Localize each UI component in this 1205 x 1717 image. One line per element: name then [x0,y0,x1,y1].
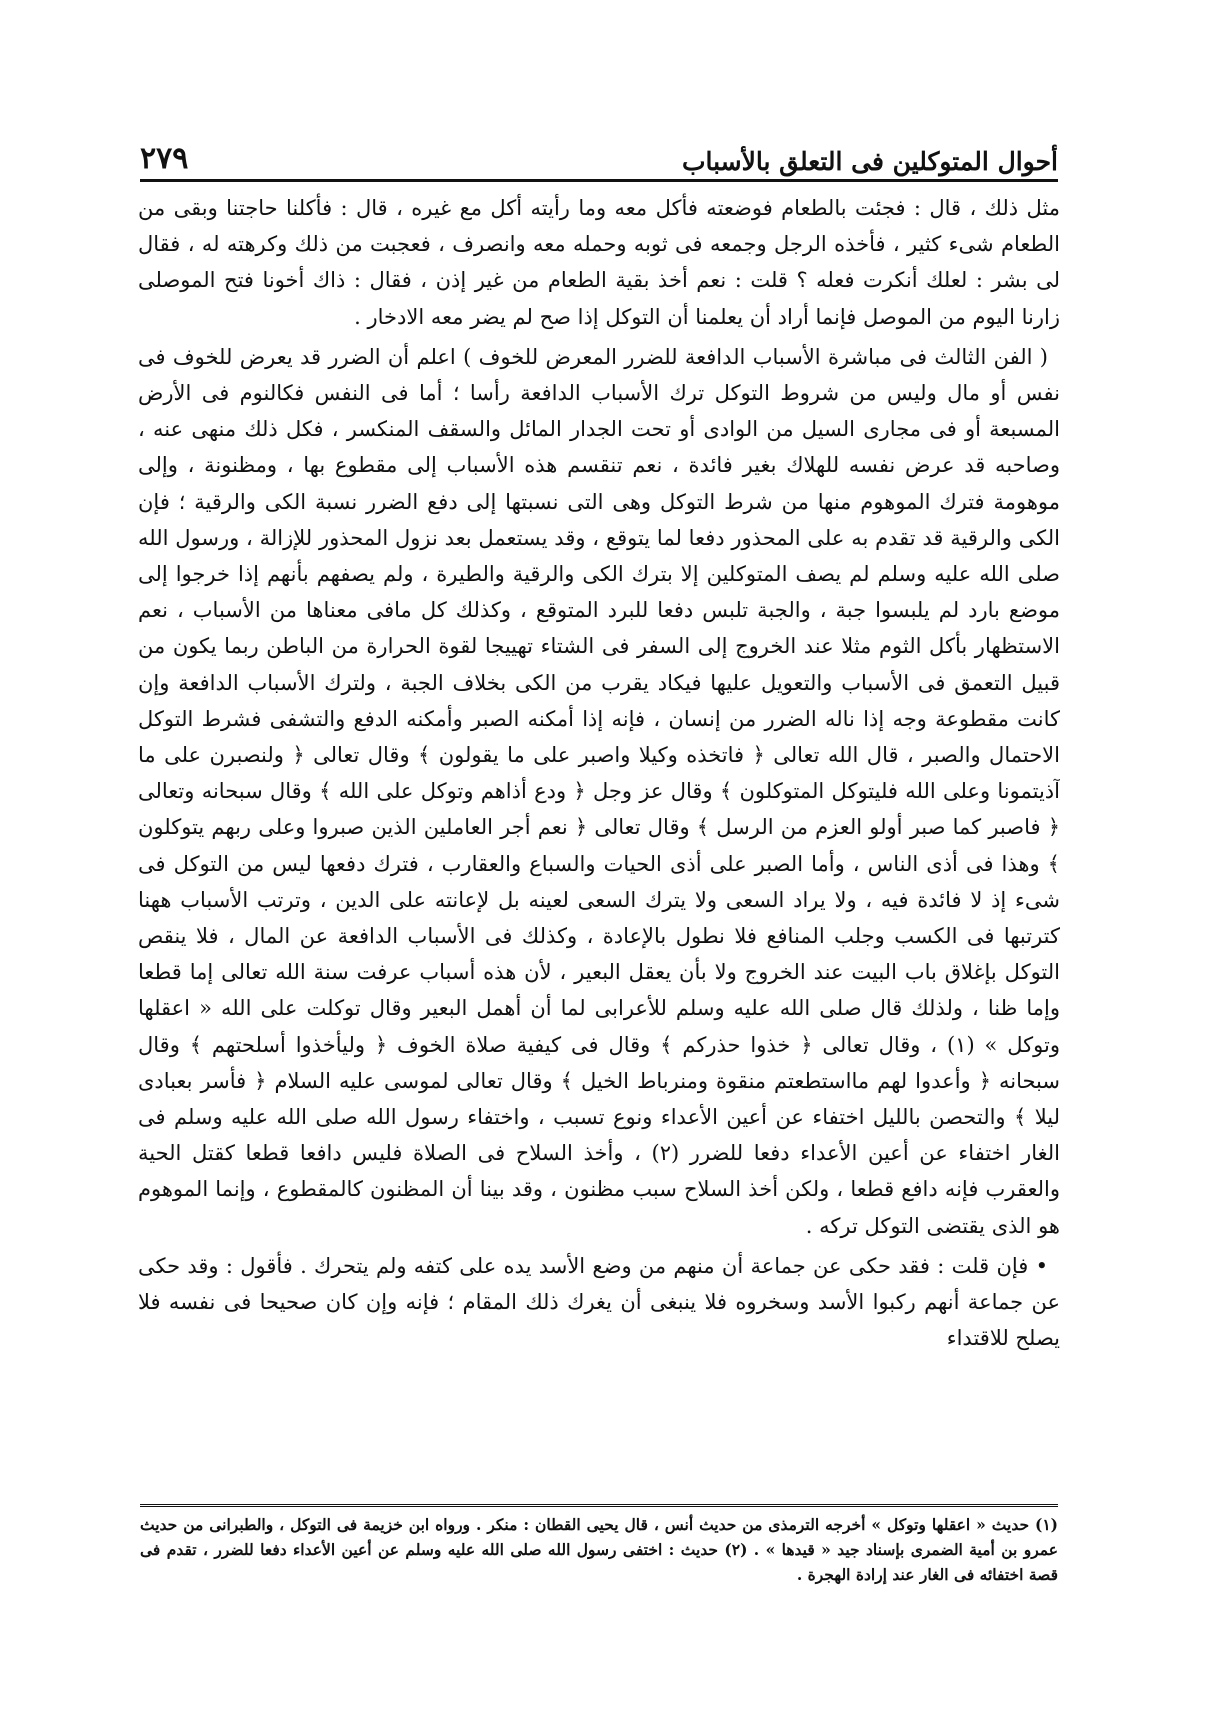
header-rule [140,179,1058,182]
footnote: (١) حديث « اعقلها وتوكل » أخرجه الترمذى من حديث أنس ، قال يحيى القطان : منكر . ورواه ابن خزيمة فى التوكل ، والطبرانى من حديث عمرو بن أمية الضمرى بإسناد جيد « قيدها » . (٢) حديث : اختفى رسول الله صلى الله عليه وسلم عن أعين الأعداء دفعا للضرر ، تقدم فى قصة اختفائه فى الغار عند إرادة الهجرة . [140,1515,1058,1584]
main-text [138,190,1060,1490]
running-title: أحوال المتوكلين فى التعلق بالأسباب [681,147,1058,176]
page-number: ٢٧٩ [140,141,189,176]
paragraph: • فإن قلت : فقد حكى عن جماعة أن منهم من وضع الأسد يده على كتفه ولم يتحرك . فأقول : وقد حكى عن جماعة أنهم ركبوا الأسد وسخروه فلا ينبغى أن يغرك ذلك المقام ؛ فإنه وإن كان صحيحا فى نفسه فلا يصلح للاقتداء [138,1253,1060,1351]
paragraph: ( الفن الثالث فى مباشرة الأسباب الدافعة للضرر المعرض للخوف ) اعلم أن الضرر قد يعرض للخوف فى نفس أو مال وليس من شروط التوكل ترك الأسباب الدافعة رأسا ؛ أما فى النفس فكالنوم فى الأرض المسبعة أو فى مجارى السيل من الوادى أو تحت الجدار المائل والسقف المنكسر ، فكل ذلك منهى عنه ، وصاحبه قد عرض نفسه للهلاك بغير فائدة ، نعم تنقسم هذه الأسباب إلى مقطوع بها ، ومظنونة ، وإلى موهومة فترك الموهوم منها من شرط التوكل وهى التى نسبتها إلى دفع الضرر نسبة الكى والرقية ؛ فإن الكى والرقية قد تقدم به على المحذور دفعا لما يتوقع ، وقد يستعمل بعد نزول المحذور للإزالة ، ورسول الله صلى الله عليه وسلم لم يصف المتوكلين إلا بترك الكى والرقية والطيرة ، ولم يصفهم بأنهم إذا خرجوا إلى موضع بارد لم يلبسوا جبة ، والجبة تلبس دفعا للبرد المتوقع ، وكذلك كل مافى معناها من الأسباب ، نعم الاستظهار بأكل الثوم مثلا عند الخروج إلى السفر فى الشتاء تهييجا لقوة الحرارة من الباطن ربما يكون من قبيل التعمق فى الأسباب والتعويل عليها فيكاد يقرب من الكى بخلاف الجبة ، ولترك الأسباب الدافعة وإن كانت مقطوعة وجه إذا ناله الضرر من إنسان ، فإنه إذا أمكنه الصبر وأمكنه الدفع والتشفى فشرط التوكل الاحتمال والصبر ، قال الله تعالى ﴿ فاتخذه وكيلا واصبر على ما يقولون ﴾ وقال تعالى ﴿ ولنصبرن على ما آذيتمونا وعلى الله فليتوكل المتوكلون ﴾ وقال عز وجل ﴿ ودع أذاهم وتوكل على الله ﴾ وقال سبحانه وتعالى ﴿ فاصبر كما صبر أولو العزم من الرسل ﴾ وقال تعالى ﴿ نعم أجر العاملين الذين صبروا وعلى ربهم يتوكلون ﴾ وهذا فى أذى الناس ، وأما الصبر على أذى الحيات والسباع والعقارب ، فترك دفعها ليس من التوكل فى شىء إذ لا فائدة فيه ، ولا يراد السعى ولا يترك السعى لعينه بل لإعانته على الدين ، وترتب الأسباب ههنا كترتبها فى الكسب وجلب المنافع فلا نطول بالإعادة ، وكذلك فى الأسباب الدافعة عن المال ، فلا ينقص التوكل بإغلاق باب البيت عند الخروج ولا بأن يعقل البعير ، لأن هذه أسباب عرفت سنة الله تعالى إما قطعا وإما ظنا ، ولذلك قال صلى الله عليه وسلم للأعرابى لما أن أهمل البعير وقال توكلت على الله « اعقلها وتوكل » (١) ، وقال تعالى ﴿ خذوا حذركم ﴾ وقال فى كيفية صلاة الخوف ﴿ وليأخذوا أسلحتهم ﴾ وقال سبحانه ﴿ وأعدوا لهم مااستطعتم منقوة ومنرباط الخيل ﴾ وقال تعالى لموسى عليه السلام ﴿ فأسر بعبادى ليلا ﴾ والتحصن بالليل اختفاء عن أعين الأعداء ونوع تسبب ، واختفاء رسول الله صلى الله عليه وسلم فى الغار اختفاء عن أعين الأعداء دفعا للضرر (٢) ، وأخذ السلاح فى الصلاة فليس دافعا قطعا كقتل الحية والعقرب فإنه دافع قطعا ، ولكن أخذ السلاح سبب مظنون ، وقد بينا أن المظنون كالمقطوع ، وإنما الموهوم هو الذى يقتضى التوكل تركه . [138,344,1060,1238]
footnote-rule [140,1504,1058,1507]
footnotes [140,1512,1058,1592]
page-header [140,130,1058,174]
paragraph: مثل ذلك ، قال : فجئت بالطعام فوضعته فأكل معه وما رأيته أكل مع غيره ، قال : فأكلنا حاجتنا وبقى من الطعام شىء كثير ، فأخذه الرجل وجمعه فى ثوبه وحمله معه وانصرف ، فعجبت من ذلك وكرهته له ، فقال لى بشر : لعلك أنكرت فعله ؟ قلت : نعم أخذ بقية الطعام من غير إذن ، فقال : ذاك أخونا فتح الموصلى زارنا اليوم من الموصل فإنما أراد أن يعلمنا أن التوكل إذا صح لم يضر معه الادخار . [138,196,1060,329]
